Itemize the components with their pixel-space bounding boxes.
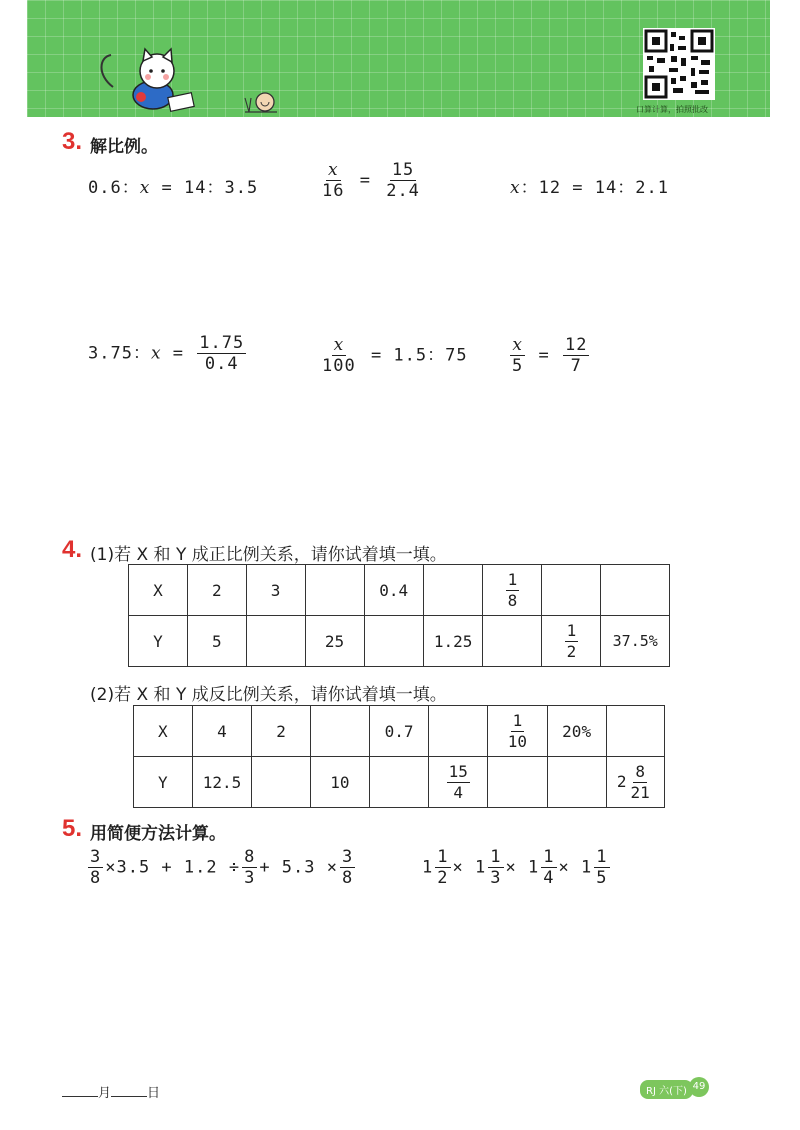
t2-y-cell[interactable]: 10 [310, 757, 369, 808]
q3-problem-1 [88, 173, 258, 198]
e1-f1-den: 8 [90, 868, 102, 888]
t1-y-label: Y [129, 616, 188, 667]
q3-problem-2 [318, 160, 424, 201]
t2-y-mixed-whole: 2 [616, 771, 627, 791]
q3-problem-5 [318, 335, 468, 376]
e1-text2: + 5.3 × [259, 857, 338, 878]
t1-y-cell[interactable] [364, 616, 423, 667]
t1-xf-den: 8 [507, 590, 518, 610]
t2-ym-num: 8 [635, 761, 645, 781]
cat-illustration [95, 45, 205, 115]
t1-x-cell[interactable]: 3 [246, 565, 305, 616]
t1-y-cell[interactable] [542, 616, 601, 667]
t1-x-cell[interactable] [542, 565, 601, 616]
e2-frac2 [488, 847, 503, 888]
p6-eq: = [527, 345, 561, 366]
t1-x-label: X [129, 565, 188, 616]
t2-x-cell[interactable] [488, 706, 547, 757]
banner-left-edge [0, 0, 27, 117]
e2-frac1 [435, 847, 450, 888]
p2-eq: = [348, 170, 383, 191]
month-label: 月 [98, 1086, 112, 1101]
t2-x-cell[interactable]: 20% [547, 706, 606, 757]
p6-num2: 12 [564, 335, 588, 355]
t1-y-cell[interactable]: 5 [187, 616, 246, 667]
q4-number: 4. [62, 536, 83, 563]
book-tag: RJ 六(下) [640, 1080, 693, 1099]
e2-d2: 3 [490, 868, 502, 888]
e2-w2: 1 [475, 857, 487, 878]
t1-yf-den: 2 [566, 641, 577, 661]
p6-frac-right [563, 335, 589, 376]
t2-x-cell[interactable]: 2 [252, 706, 311, 757]
p6-num1: x [512, 335, 523, 355]
e1-text1: ×3.5 + 1.2 ÷ [105, 857, 241, 878]
p1-var: x [139, 178, 151, 198]
t1-x-cell[interactable] [601, 565, 670, 616]
t1-y-cell[interactable] [246, 616, 305, 667]
e1-frac2 [242, 847, 257, 888]
q4-table-direct [128, 564, 670, 667]
e2-op3: × [558, 857, 570, 878]
t2-y-cell[interactable] [488, 757, 547, 808]
t2-y-fraction [447, 762, 470, 803]
e2-n2: 1 [490, 847, 502, 867]
t2-y-cell[interactable] [252, 757, 311, 808]
p1-rhs: = 14：3.5 [150, 178, 259, 198]
t2-y-cell[interactable] [547, 757, 606, 808]
t1-x-cell[interactable] [305, 565, 364, 616]
q3-problem-6 [508, 335, 591, 376]
p5-rest: = 1.5：75 [359, 345, 468, 366]
p3-rest: ：12 = 14：2.1 [520, 178, 669, 198]
header-banner [27, 0, 770, 117]
p6-den2: 7 [570, 356, 582, 376]
t2-x-cell[interactable] [310, 706, 369, 757]
t1-xf-num: 1 [507, 569, 518, 589]
e2-d1: 2 [437, 868, 449, 888]
e2-w4: 1 [581, 857, 593, 878]
e2-frac3 [541, 847, 556, 888]
t2-y-label: Y [134, 757, 193, 808]
t2-y-cell[interactable]: 12.5 [192, 757, 251, 808]
p2-num1: x [327, 160, 339, 180]
t1-y-fraction [565, 621, 579, 662]
e1-frac3 [340, 847, 355, 888]
t2-y-cell[interactable] [606, 757, 664, 808]
t2-yf-den: 4 [453, 782, 464, 802]
p4-eq: = [161, 343, 196, 364]
t1-x-fraction [506, 570, 520, 611]
t2-y-cell[interactable] [429, 757, 488, 808]
e2-d3: 4 [543, 868, 555, 888]
q3-number: 3. [62, 128, 83, 155]
p2-num2: 15 [391, 160, 415, 180]
q5-number: 5. [62, 815, 83, 842]
p5-frac [320, 335, 358, 376]
q4-table-inverse [133, 705, 665, 808]
t2-x-cell[interactable]: 0.7 [369, 706, 428, 757]
p6-frac-left [510, 335, 525, 376]
e2-d4: 5 [596, 868, 608, 888]
p4-num: 1.75 [199, 333, 245, 353]
p2-frac-right [384, 160, 422, 201]
p5-den: 100 [322, 356, 356, 376]
t2-x-cell[interactable] [606, 706, 664, 757]
e1-f1-num: 3 [90, 847, 102, 867]
e1-frac1 [88, 847, 103, 888]
p4-lhs: 3.75： [88, 343, 151, 364]
e2-w1: 1 [422, 857, 434, 878]
t2-xf-num: 1 [512, 710, 523, 730]
e2-op1: × [452, 857, 464, 878]
e2-n3: 1 [543, 847, 555, 867]
q3-problem-4 [88, 333, 248, 374]
t1-yf-num: 1 [566, 620, 577, 640]
q5-title: 用简便方法计算。 [90, 824, 226, 844]
t1-x-cell[interactable] [483, 565, 542, 616]
p3-var: x [510, 178, 521, 198]
p5-num: x [333, 335, 345, 355]
qr-caption: 口算计算，拍照批改 [636, 105, 708, 114]
p1-lhs: 0.6： [88, 178, 140, 198]
q4-part1-text: (1)若 X 和 Y 成正比例关系，请你试着填一填。 [90, 545, 447, 565]
t1-y-cell[interactable]: 25 [305, 616, 364, 667]
t2-y-cell[interactable] [369, 757, 428, 808]
t1-x-cell[interactable]: 2 [187, 565, 246, 616]
p4-den: 0.4 [204, 354, 239, 374]
q3-title: 解比例。 [90, 137, 158, 157]
qr-code[interactable] [643, 28, 715, 100]
t1-y-cell[interactable]: 1.25 [423, 616, 483, 667]
e2-n1: 1 [437, 847, 449, 867]
t1-y-cell[interactable] [483, 616, 542, 667]
snail-illustration [239, 88, 283, 114]
t1-x-cell[interactable]: 0.4 [364, 565, 423, 616]
t2-x-label: X [134, 706, 193, 757]
month-blank[interactable] [62, 1084, 98, 1097]
e1-f3-num: 3 [341, 847, 354, 867]
t2-x-cell[interactable]: 4 [192, 706, 251, 757]
q5-expression-2 [422, 847, 612, 888]
t1-x-cell[interactable] [423, 565, 483, 616]
p2-den2: 2.4 [386, 181, 420, 201]
t2-yf-num: 15 [448, 761, 468, 781]
t2-xf-den: 10 [507, 731, 528, 751]
e1-f2-den: 3 [244, 868, 256, 888]
e2-n4: 1 [596, 847, 608, 867]
t1-y-cell[interactable]: 37.5% [601, 616, 670, 667]
t2-ym-den: 21 [630, 782, 650, 802]
t2-x-cell[interactable] [429, 706, 488, 757]
page-number: 49 [689, 1077, 709, 1097]
q3-problem-3 [510, 173, 669, 198]
e2-op2: × [505, 857, 517, 878]
p4-var: x [150, 343, 162, 364]
e1-f2-num: 8 [244, 847, 256, 867]
day-label: 日 [147, 1086, 161, 1101]
e1-f3-den: 8 [341, 868, 354, 888]
e2-frac4 [594, 847, 609, 888]
e2-w3: 1 [528, 857, 540, 878]
q5-expression-1 [86, 847, 357, 888]
day-blank[interactable] [111, 1084, 147, 1097]
t2-x-fraction [506, 711, 529, 752]
date-line [62, 1082, 160, 1101]
t2-y-mixed-fraction [629, 762, 652, 803]
p4-frac [197, 333, 246, 374]
p2-frac-left [320, 160, 346, 201]
q4-part2-text: (2)若 X 和 Y 成反比例关系，请你试着填一填。 [90, 685, 447, 705]
p2-den1: 16 [322, 181, 345, 201]
p6-den1: 5 [512, 356, 524, 376]
